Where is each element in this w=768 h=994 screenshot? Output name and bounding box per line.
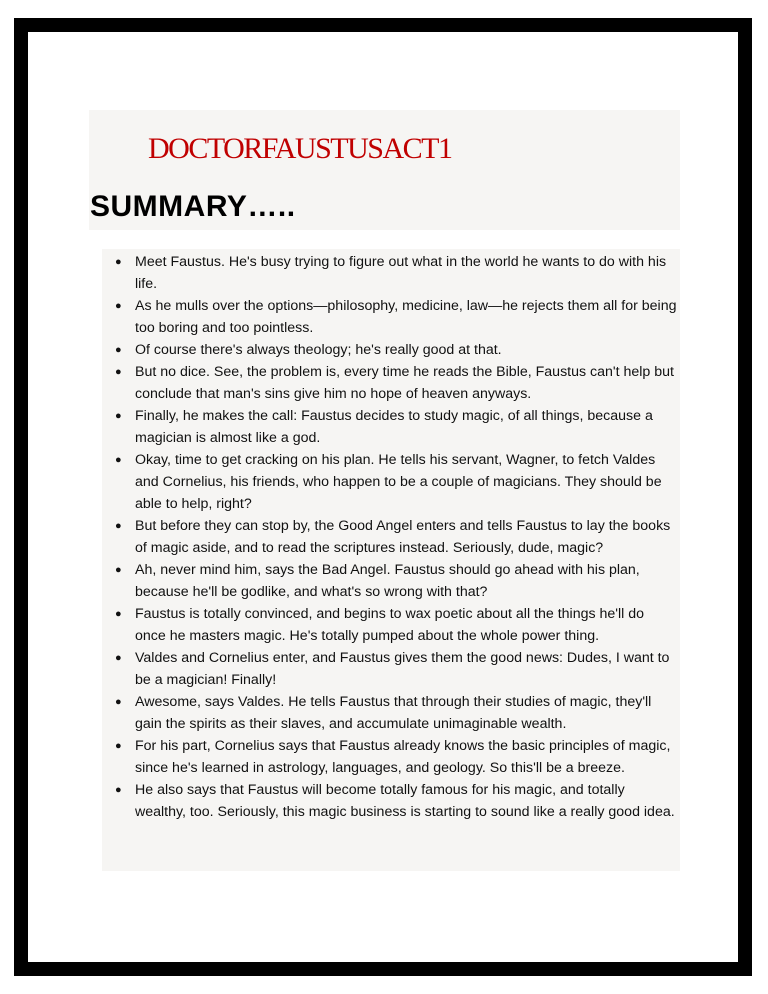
summary-item <box>115 735 677 779</box>
summary-item-text: Meet Faustus. He's busy trying to figure out what in the world he wants to do with his life. <box>135 254 667 292</box>
summary-item-text: Finally, he makes the call: Faustus decides to study magic, of all things, because a magician is almost like a god. <box>135 408 653 446</box>
summary-item-text: Okay, time to get cracking on his plan. He tells his servant, Wagner, to fetch Valdes and Cornelius, his friends, who happen to be a couple of magicians. They should be able to help, right? <box>135 452 662 512</box>
bullet-icon: ● <box>115 696 122 708</box>
summary-item-text: He also says that Faustus will become totally famous for his magic, and totally wealthy, too. Seriously, this magic business is starting to sound like a really good idea. <box>135 782 675 820</box>
section-heading: SUMMARY….. <box>90 190 296 223</box>
bullet-icon: ● <box>115 520 122 532</box>
summary-item-text: Valdes and Cornelius enter, and Faustus gives them the good news: Dudes, I want to be a magician! Finally! <box>135 650 670 688</box>
summary-item <box>115 515 677 559</box>
bullet-icon: ● <box>115 344 122 356</box>
bullet-icon: ● <box>115 564 122 576</box>
summary-item <box>115 779 677 823</box>
summary-item <box>115 603 677 647</box>
summary-item <box>115 559 677 603</box>
summary-item-text: But no dice. See, the problem is, every time he reads the Bible, Faustus can't help but conclude that man's sins give him no hope of heaven anyways. <box>135 364 674 402</box>
bullet-icon: ● <box>115 652 122 664</box>
summary-item-text: Awesome, says Valdes. He tells Faustus that through their studies of magic, they'll gain the spirits as their slaves, and accumulate unimaginable wealth. <box>135 694 652 732</box>
bullet-icon: ● <box>115 256 122 268</box>
summary-item <box>115 295 677 339</box>
summary-item-text: But before they can stop by, the Good Angel enters and tells Faustus to lay the books of magic aside, and to read the scriptures instead. Seriously, dude, magic? <box>135 518 671 556</box>
summary-item <box>115 405 677 449</box>
summary-item-text: Of course there's always theology; he's really good at that. <box>135 342 502 358</box>
summary-item-text: Faustus is totally convinced, and begins to wax poetic about all the things he'll do once he masters magic. He's totally pumped about the whole power thing. <box>135 606 645 644</box>
document-title: DOCTORFAUSTUSACT1 <box>148 132 452 165</box>
summary-item-text: Ah, never mind him, says the Bad Angel. Faustus should go ahead with his plan, because he'll be godlike, and what's so wrong with that? <box>135 562 640 600</box>
summary-item <box>115 251 677 295</box>
bullet-icon: ● <box>115 740 122 752</box>
bullet-icon: ● <box>115 454 122 466</box>
bullet-icon: ● <box>115 784 122 796</box>
bullet-icon: ● <box>115 366 122 378</box>
bullet-icon: ● <box>115 608 122 620</box>
summary-list <box>115 251 677 823</box>
summary-item <box>115 647 677 691</box>
summary-item <box>115 691 677 735</box>
summary-item <box>115 339 677 361</box>
summary-item <box>115 449 677 515</box>
summary-item-text: As he mulls over the options—philosophy, medicine, law—he rejects them all for being too boring and too pointless. <box>135 298 677 336</box>
summary-item-text: For his part, Cornelius says that Faustus already knows the basic principles of magic, since he's learned in astrology, languages, and geology. So this'll be a breeze. <box>135 738 671 776</box>
bullet-icon: ● <box>115 300 122 312</box>
bullet-icon: ● <box>115 410 122 422</box>
summary-item <box>115 361 677 405</box>
